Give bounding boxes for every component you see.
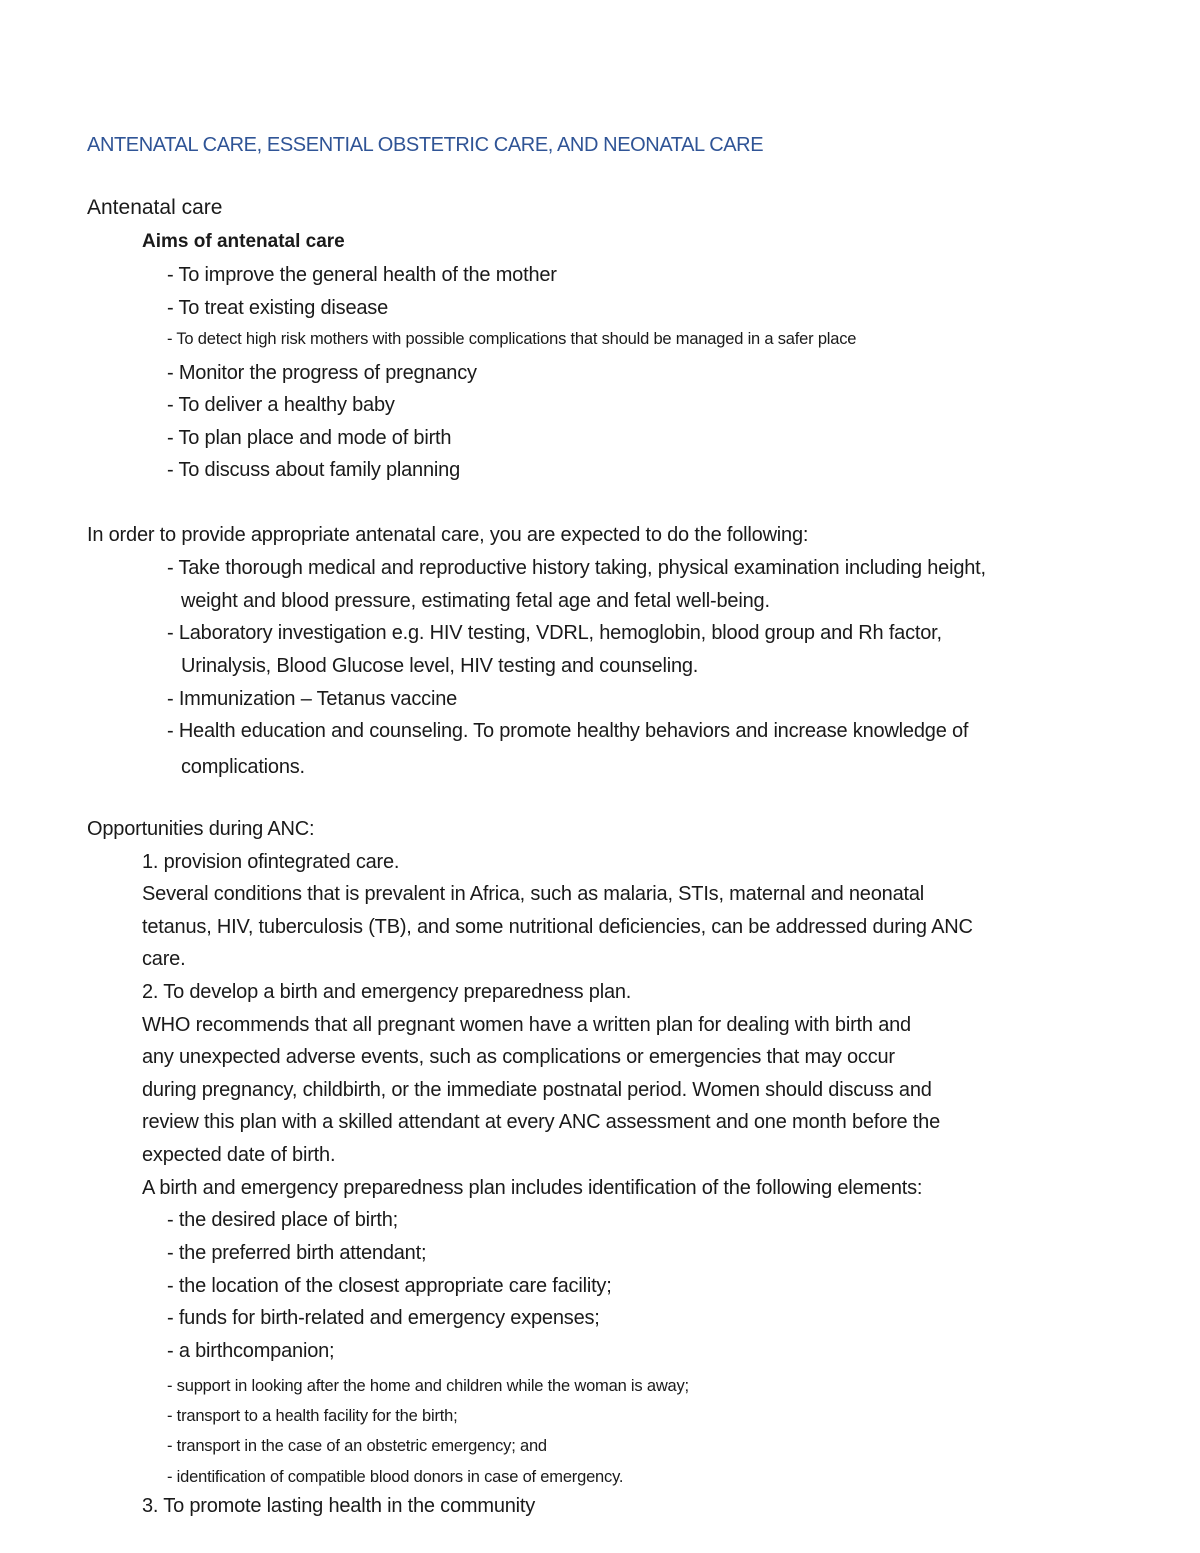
opportunity-text: WHO recommends that all pregnant women have a written plan for dealing with birth and [142,1014,911,1036]
opportunity-title: 3. To promote lasting health in the community [142,1495,536,1517]
opportunity-text: during pregnancy, childbirth, or the immediate postnatal period. Women should discuss and [142,1079,932,1101]
aim-item: - To discuss about family planning [167,459,460,481]
aims-heading: Aims of antenatal care [142,231,345,252]
plan-item-small: - transport in the case of an obstetric emergency; and [167,1437,547,1455]
plan-item: - funds for birth-related and emergency expenses; [167,1307,600,1329]
opportunities-heading: Opportunities during ANC: [87,818,315,840]
plan-item: - the preferred birth attendant; [167,1242,427,1264]
plan-item: - the desired place of birth; [167,1209,398,1231]
aim-item: - To detect high risk mothers with possible complications that should be managed in a safer place [167,330,857,348]
opportunity-text: expected date of birth. [142,1144,336,1166]
plan-item: - a birthcompanion; [167,1340,335,1362]
provide-item: - Health education and counseling. To promote healthy behaviors and increase knowledge of [167,720,969,742]
provide-item-cont: Urinalysis, Blood Glucose level, HIV testing and counseling. [181,655,699,677]
aim-item: - To improve the general health of the mother [167,264,557,286]
provide-intro: In order to provide appropriate antenatal care, you are expected to do the following: [87,524,809,546]
opportunity-text: care. [142,948,186,970]
aim-item: - To deliver a healthy baby [167,394,395,416]
provide-item: - Immunization – Tetanus vaccine [167,688,458,710]
aim-item: - Monitor the progress of pregnancy [167,362,477,384]
aim-item: - To plan place and mode of birth [167,427,452,449]
page-title: ANTENATAL CARE, ESSENTIAL OBSTETRIC CARE, AND NEONATAL CARE [87,134,764,156]
opportunity-text: any unexpected adverse events, such as complications or emergencies that may occur [142,1046,895,1068]
opportunity-title: 1. provision ofintegrated care. [142,851,400,873]
plan-intro: A birth and emergency preparedness plan includes identification of the following elements: [142,1177,923,1199]
provide-item: - Take thorough medical and reproductive history taking, physical examination including height, [167,557,986,579]
provide-item: - Laboratory investigation e.g. HIV testing, VDRL, hemoglobin, blood group and Rh factor, [167,622,942,644]
antenatal-heading: Antenatal care [87,196,223,219]
provide-item-cont: complications. [181,756,305,778]
plan-item-small: - support in looking after the home and children while the woman is away; [167,1377,689,1395]
aim-item: - To treat existing disease [167,297,389,319]
plan-item-small: - identification of compatible blood donors in case of emergency. [167,1468,624,1486]
plan-item: - the location of the closest appropriate care facility; [167,1275,612,1297]
opportunity-text: review this plan with a skilled attendant at every ANC assessment and one month before the [142,1111,941,1133]
plan-item-small: - transport to a health facility for the birth; [167,1407,458,1425]
opportunity-text: tetanus, HIV, tuberculosis (TB), and some nutritional deficiencies, can be addressed during ANC [142,916,973,938]
provide-item-cont: weight and blood pressure, estimating fetal age and fetal well-being. [181,590,770,612]
opportunity-text: Several conditions that is prevalent in Africa, such as malaria, STIs, maternal and neonatal [142,883,925,905]
opportunity-title: 2. To develop a birth and emergency preparedness plan. [142,981,632,1003]
